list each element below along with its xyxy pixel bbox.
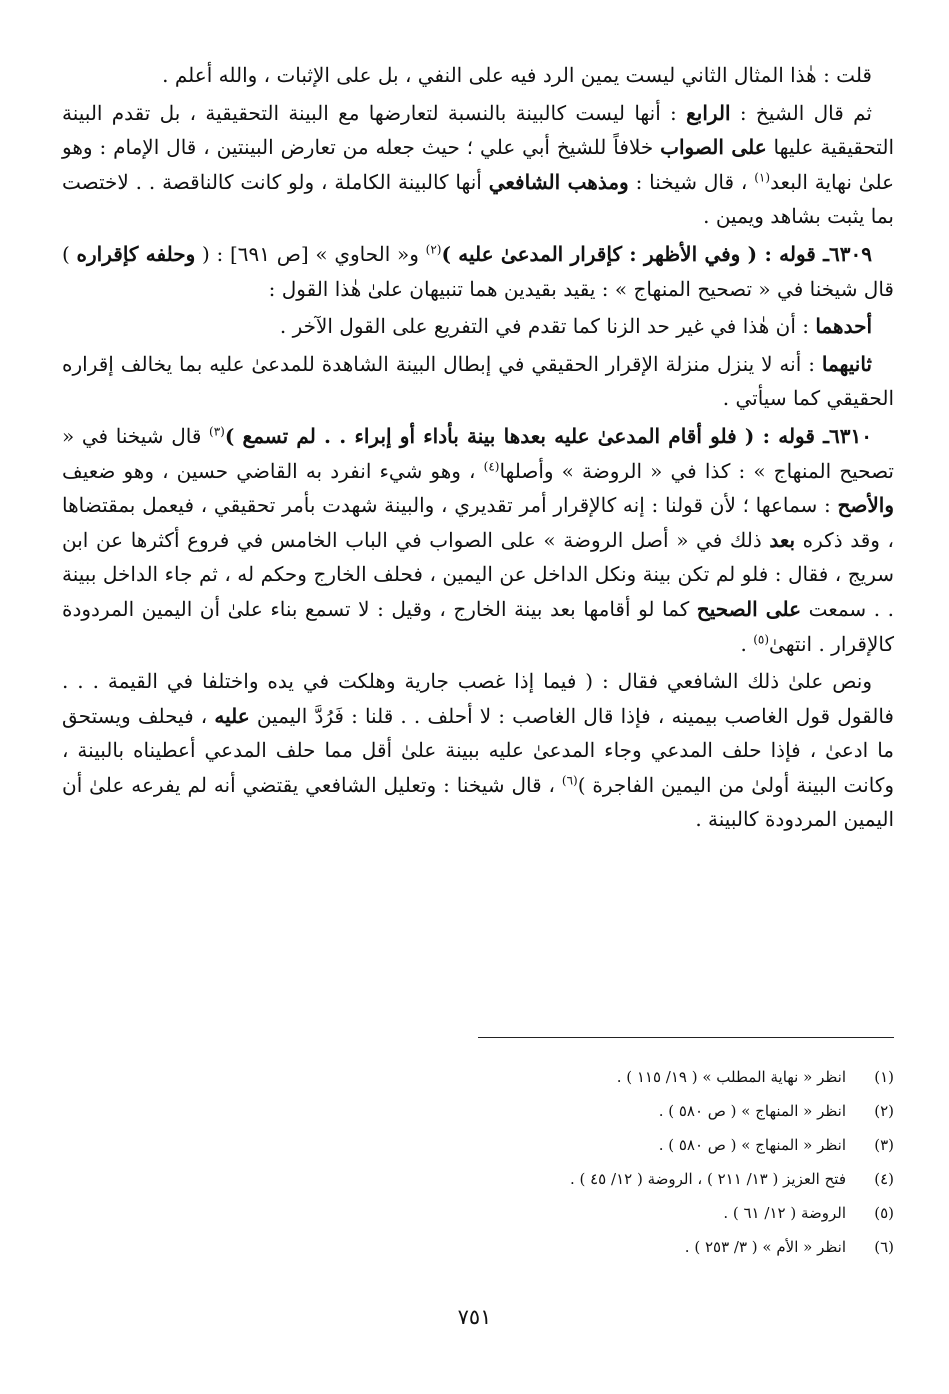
paragraph-6	[62, 419, 894, 661]
footnote-ref: (٤)	[483, 458, 500, 473]
footnote-separator	[478, 1037, 894, 1038]
text-run: ذلك في « أصل الروضة » على الصواب في الباب الخامس في فروع أكثرها عن ابن سريج ، فقال : فلو لم تكن بينة ونكل الداخل عن اليمين ، فحلف الخارج وحكم له ، ثم جاء الداخل ببينة . . سمعت	[62, 527, 894, 621]
paragraph-1	[62, 58, 894, 93]
paragraph-4	[62, 309, 894, 344]
bold-term: على الصحيح	[696, 596, 802, 621]
bold-term: عليه	[214, 703, 250, 728]
footnote-4	[200, 1162, 894, 1196]
text-run: كما لو أقامها بعد بينة الخارج ، وقيل : لا تسمع بناء علىٰ أن اليمين المردودة كالإقرار . انتهىٰ	[62, 596, 894, 656]
bold-term: ثانيهما	[821, 351, 872, 376]
text-run: ، وهو شيء انفرد به القاضي حسين ، وهو ضعيف	[62, 458, 484, 483]
bold-term: أحدهما	[815, 314, 872, 339]
bold-term: والأصح	[837, 493, 894, 518]
text-run: : أنها ليست كالبينة بالنسبة لتعارضها مع البينة التحقيقية ، بل تقدم البينة التحقيقية عليها	[62, 100, 894, 160]
footnote-text: فتح العزيز ( ١٣/ ٢١١ ) ، الروضة ( ١٢/ ٤٥ ) .	[569, 1170, 846, 1188]
text-run: ونص علىٰ ذلك الشافعي فقال : ( فيما إذا غصب جارية وهلكت في يده واختلفا في القيمة . . . فالقول قول الغاصب بيمينه ، فإذا قال الغاصب : لا أحلف . . قلنا : فَرُدَّ اليمين	[62, 669, 894, 728]
text-run: و« الحاوي » [ص ٦٩١] : (	[195, 241, 426, 266]
footnote-ref: (٢)	[425, 242, 442, 257]
bold-term: الرابع	[686, 100, 731, 125]
paragraph-5	[62, 347, 894, 416]
paragraph-7	[62, 664, 894, 837]
footnote-number: (٥)	[874, 1204, 894, 1222]
bold-term: وحلفه كإقراره	[76, 241, 196, 266]
page-body	[62, 58, 894, 840]
footnote-ref: (٦)	[561, 773, 578, 788]
footnote-3	[200, 1128, 894, 1162]
footnote-ref: (١)	[754, 170, 771, 185]
footnote-number: (٢)	[874, 1102, 894, 1120]
paragraph-2	[62, 96, 894, 234]
bold-heading: ٦٣١٠ـ قوله : ( فلو أقام المدعىٰ عليه بعدها بينة بأداء أو إبراء . . لم تسمع )	[224, 423, 872, 448]
footnote-text: انظر « المنهاج » ( ص ٥٨٠ ) .	[658, 1102, 846, 1120]
text-run: ) قال شيخنا في « تصحيح المنهاج » : يقيد بقيدين هما تنبيهان علىٰ هٰذا القول :	[62, 241, 894, 301]
text-run: ، قال شيخنا : وتعليل الشافعي يقتضي أنه لم يفرعه علىٰ أن اليمين المردودة كالبينة .	[62, 772, 894, 832]
footnote-number: (٦)	[874, 1238, 894, 1256]
text-run: قال شيخنا في « تصحيح المنهاج » : كذا في « الروضة » وأصلها	[62, 423, 895, 483]
footnote-number: (٣)	[874, 1136, 894, 1154]
footnote-ref: (٣)	[209, 424, 225, 439]
footnote-6	[200, 1230, 894, 1264]
text-run: ثم قال الشيخ :	[730, 100, 872, 125]
footnote-ref: (٥)	[753, 631, 770, 646]
page-number: ٧٥١	[457, 1305, 492, 1329]
text-run: : أن هٰذا في غير حد الزنا كما تقدم في التفريع على القول الآخر .	[279, 314, 816, 339]
footnote-1	[200, 1060, 894, 1094]
footnote-2	[200, 1094, 894, 1128]
bold-heading: ٦٣٠٩ـ قوله : ( وفي الأظهر : كإقرار المدعىٰ عليه )	[441, 241, 873, 266]
footnote-text: انظر « نهاية المطلب » ( ١٩/ ١١٥ ) .	[616, 1068, 846, 1086]
text-run: ، فيحلف ويستحق ما ادعىٰ ، فإذا حلف المدعي وجاء المدعىٰ عليه ببينة علىٰ أقل مما حلف المدعي أعطيناه بالبينة ، وكانت البينة أولىٰ من اليمين الفاجرة )	[62, 703, 895, 797]
footnote-text: الروضة ( ١٢/ ٦١ ) .	[723, 1204, 846, 1222]
paragraph-1-text: قلت : هٰذا المثال الثاني ليست يمين الرد فيه على النفي ، بل على الإثبات ، والله أعلم .	[162, 63, 872, 87]
paragraph-3	[62, 237, 894, 306]
text-run: .	[740, 631, 754, 656]
text-run: : أنه لا ينزل منزلة الإقرار الحقيقي في إبطال البينة الشاهدة للمدعىٰ عليه بما يخالف إقراره الحقيقي كما سيأتي .	[62, 351, 894, 411]
text-run: خلافاً للشيخ أبي علي ؛ حيث جعله من تعارض البينتين ، قال الإمام : وهو علىٰ نهاية البعد	[62, 135, 895, 194]
bold-term: بعد	[769, 527, 796, 552]
bold-term: ومذهب الشافعي	[488, 169, 629, 194]
footnote-5	[200, 1196, 894, 1230]
footnotes	[200, 1060, 894, 1264]
footnote-number: (٤)	[874, 1170, 894, 1188]
footnote-number: (١)	[874, 1068, 894, 1086]
text-run: ، قال شيخنا :	[628, 169, 755, 194]
footnote-text: انظر « الأم » ( ٣/ ٢٥٣ ) .	[684, 1238, 846, 1256]
bold-term: على الصواب	[660, 135, 767, 160]
text-run: أنها كالبينة الكاملة ، ولو كانت كالناقصة . . لاختصت بما يثبت بشاهد ويمين .	[62, 169, 894, 229]
text-run: : سماعها ؛ لأن قولنا : إنه كالإقرار أمر تقديري ، والبينة شهدت بأمر تحقيقي ، فيعمل بمقتضاها ، وقد ذكره	[62, 493, 894, 552]
footnote-text: انظر « المنهاج » ( ص ٥٨٠ ) .	[658, 1136, 846, 1154]
